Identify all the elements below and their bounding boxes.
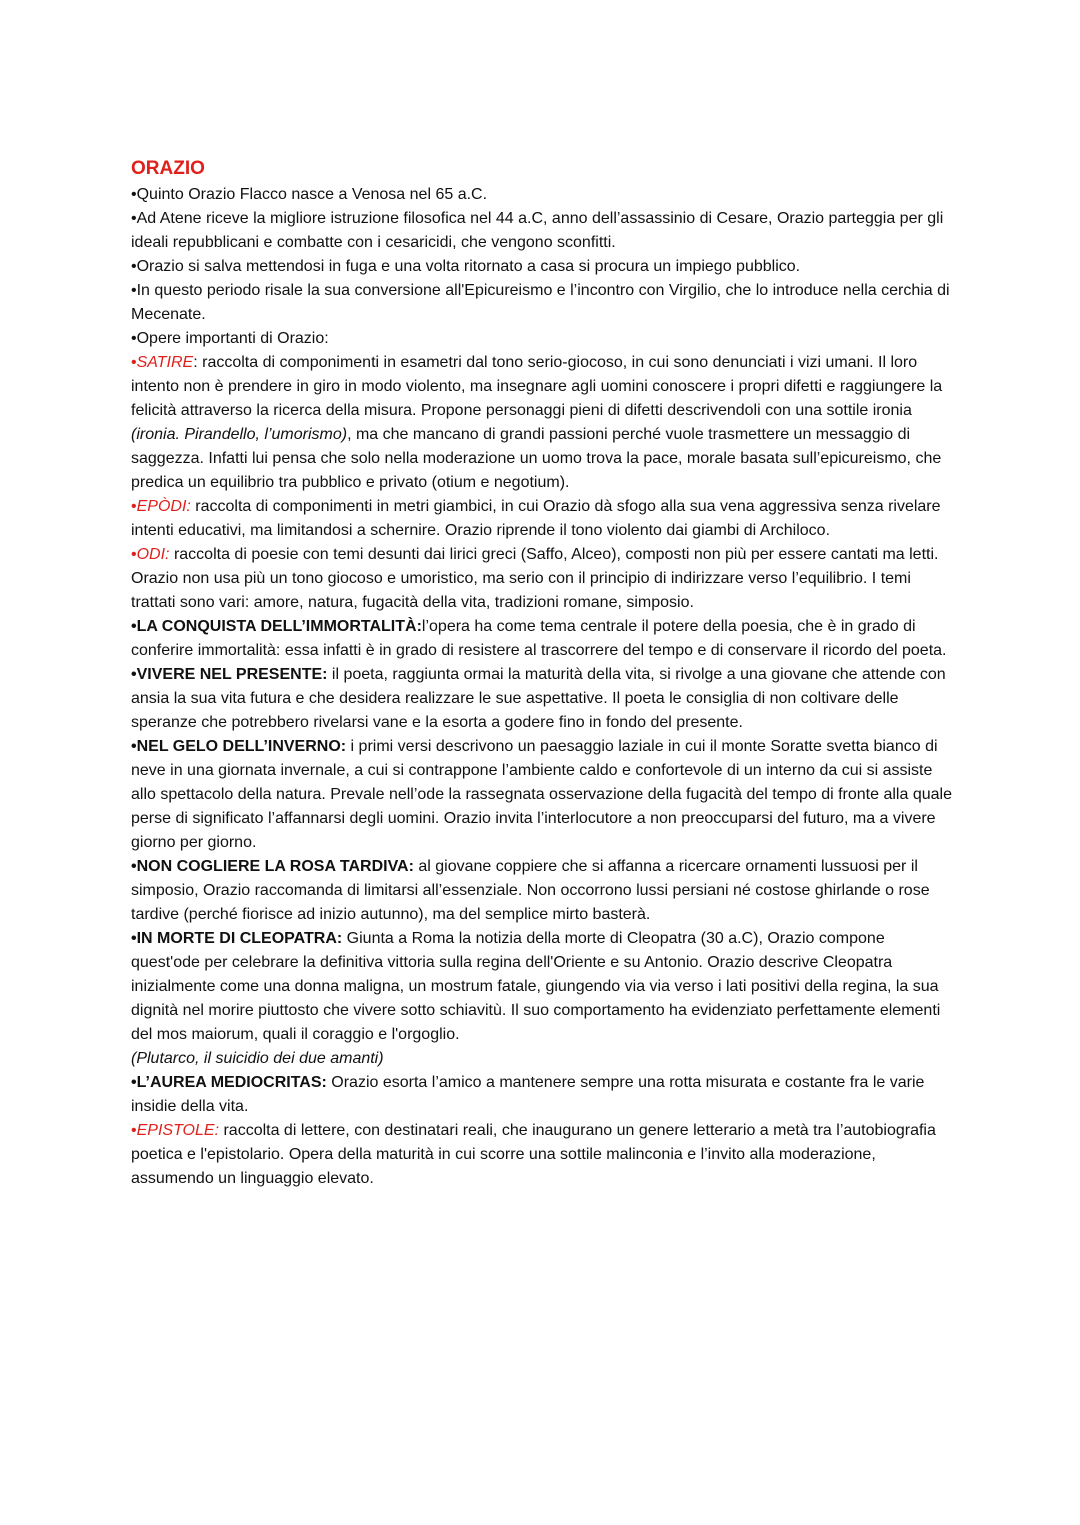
paragraph-rosa: •NON COGLIERE LA ROSA TARDIVA: al giovane coppiere che si affanna a ricercare ornamenti lussuosi per il simposio, Orazio raccomanda di limitarsi all’essenziale. Non occorrono lussi persiani né costose ghirlande o rose tardive (perché fiorisce ad inizio autunno), ma del semplice mirto basterà. (131, 858, 930, 923)
paragraph-conquista: •LA CONQUISTA DELL’IMMORTALITÀ:l’opera ha come tema centrale il potere della poesia, che è in grado di conferire immortalità: essa infatti è in grado di resistere al trascorrere del tempo e di conservare il ricordo del poeta. (131, 618, 947, 659)
paragraph-aurea: •L’AUREA MEDIOCRITAS: Orazio esorta l’amico a mantenere sempre una rotta misurata e costante fra le varie insidie della vita. (131, 1074, 925, 1115)
ode-title-conquista: LA CONQUISTA DELL’IMMORTALITÀ: (136, 618, 422, 635)
work-title-epistole: EPISTOLE: (136, 1122, 220, 1139)
document-title: ORAZIO (131, 158, 205, 179)
bullet: • (131, 330, 137, 347)
bullet: • (131, 186, 137, 203)
paragraph-satire: •SATIRE: raccolta di componimenti in esametri dal tono serio-giocoso, in cui sono denunciati i vizi umani. Il loro intento non è prendere in giro in modo violento, ma insegnare agli uomini conoscere i propri difetti e raggiungere la felicità attraverso la ricerca della misura. Propone personaggi pieni di difetti descrivendoli con una sottile ironia (ironia. Pirandello, l’umorismo), ma che mancano di grandi passioni perché vuole trasmettere un messaggio di saggezza. Infatti lui pensa che solo nella moderazione un uomo trova la pace, morale basata sull’epicureismo, che predica un equilibrio tra pubblico e privato (otium e negotium). (131, 354, 943, 491)
paragraph-birth: •Quinto Orazio Flacco nasce a Venosa nel 65 a.C. (131, 186, 488, 203)
paragraph-cleopatra: •IN MORTE DI CLEOPATRA: Giunta a Roma la notizia della morte di Cleopatra (30 a.C), Orazio compone quest'ode per celebrare la definitiva vittoria sulla regina dell'Oriente e su Antonio. Orazio descrive Cleopatra inizialmente come una donna maligna, un mostrum fatale, giungendo via via verso i lati positivi della regina, la sua dignità nel morire piuttosto che vivere sotto schiavitù. Il suo comportamento ha evidenziato perfettamente elementi del mos maiorum, quali il coraggio e l'orgoglio. (Plutarco, il suicidio dei due amanti) (131, 930, 941, 1067)
bullet: • (131, 858, 137, 875)
ode-title-gelo: NEL GELO DELL’INVERNO: (136, 738, 347, 755)
bullet: • (131, 666, 137, 683)
bullet: • (131, 282, 137, 299)
ode-title-rosa: NON COGLIERE LA ROSA TARDIVA: (136, 858, 414, 875)
paragraph-escape: •Orazio si salva mettendosi in fuga e una volta ritornato a casa si procura un impiego pubblico. (131, 258, 801, 275)
paragraph-gelo: •NEL GELO DELL’INVERNO: i primi versi descrivono un paesaggio laziale in cui il monte Soratte svetta bianco di neve in una giornata invernale, a cui si contrappone l’ambiente caldo e confortevole di un interno da cui si assiste allo spettacolo della natura. Prevale nell’ode la rassegnata osservazione della fugacità del tempo di fronte alla quale perse di significato l’affannarsi degli uomini. Orazio invita l’interlocutore a non preoccuparsi del futuro, ma a vivere giorno per giorno. (131, 738, 952, 851)
bullet: • (131, 618, 137, 635)
ode-title-vivere: VIVERE NEL PRESENTE: (136, 666, 328, 683)
work-title-odi: ODI: (136, 546, 170, 563)
document-page (131, 157, 953, 1191)
bullet: • (131, 1074, 137, 1091)
ode-title-cleopatra: IN MORTE DI CLEOPATRA: (136, 930, 343, 947)
bullet: • (131, 258, 137, 275)
bullet: • (131, 210, 137, 227)
cleopatra-note: (Plutarco, il suicidio dei due amanti) (131, 1050, 384, 1067)
work-title-satire: SATIRE (136, 354, 194, 371)
paragraph-epistole: •EPISTOLE: raccolta di lettere, con destinatari reali, che inaugurano un genere letterario a metà tra l’autobiografia poetica e l'epistolario. Opera della maturità in cui scorre una sottile malinconia e l’invito alla moderazione, assumendo un linguaggio elevato. (131, 1122, 936, 1187)
paragraph-epodi: •EPÒDI: raccolta di componimenti in metri giambici, in cui Orazio dà sfogo alla sua vena aggressiva senza rivelare intenti educativi, ma limitandosi a schernire. Orazio riprende il tono violento dai giambi di Archiloco. (131, 498, 941, 539)
ode-title-aurea: L’AUREA MEDIOCRITAS: (136, 1074, 327, 1091)
paragraph-vivere: •VIVERE NEL PRESENTE: il poeta, raggiunta ormai la maturità della vita, si rivolge a una giovane che attende con ansia la sua vita futura e che desidera realizzare le sue aspettative. Il poeta le consiglia di non coltivare delle speranze che potrebbero rivelarsi vane e la esorta a godere fino in fondo del presente. (131, 666, 946, 731)
paragraph-athens: •Ad Atene riceve la migliore istruzione filosofica nel 44 a.C, anno dell’assassinio di Cesare, Orazio parteggia per gli ideali repubblicani e combatte con i cesaricidi, che vengono sconfitti. (131, 210, 944, 251)
bullet: • (131, 1122, 137, 1139)
satire-note: (ironia. Pirandello, l’umorismo) (131, 426, 348, 443)
paragraph-works-heading: •Opere importanti di Orazio: (131, 330, 329, 347)
bullet: • (131, 354, 137, 371)
bullet: • (131, 738, 137, 755)
bullet: • (131, 930, 137, 947)
bullet: • (131, 546, 137, 563)
work-title-epodi: EPÒDI: (136, 498, 191, 515)
paragraph-conversion: •In questo periodo risale la sua conversione all'Epicureismo e l’incontro con Virgilio, che lo introduce nella cerchia di Mecenate. (131, 282, 950, 323)
paragraph-odi: •ODI: raccolta di poesie con temi desunti dai lirici greci (Saffo, Alceo), composti non più per essere cantati ma letti. Orazio non usa più un tono giocoso e umoristico, ma serio con il principio di indirizzare verso l’equilibrio. I temi trattati sono vari: amore, natura, fugacità della vita, tradizioni romane, simposio. (131, 546, 939, 611)
bullet: • (131, 498, 137, 515)
